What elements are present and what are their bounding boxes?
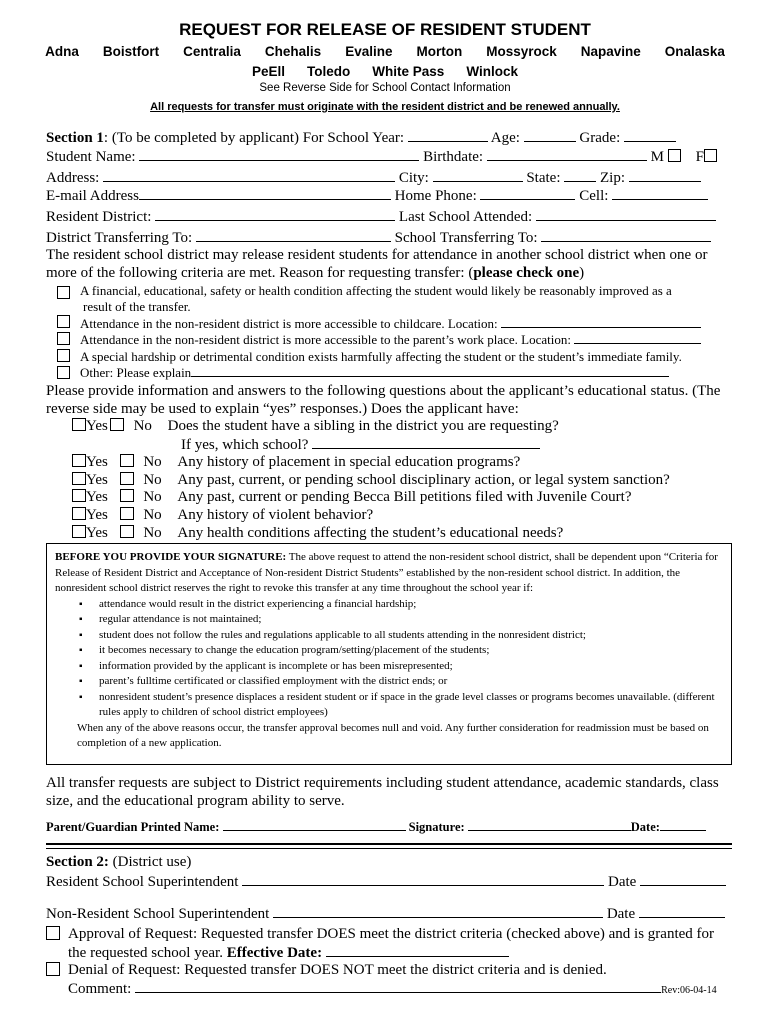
yes-label: Yes bbox=[86, 489, 108, 505]
criteria-text-2 bbox=[46, 264, 584, 282]
reverse-side-note: See Reverse Side for School Contact Information bbox=[259, 82, 511, 94]
requirements-text-2: size, and the educational program ability to serve. bbox=[46, 793, 345, 809]
approval-checkbox[interactable] bbox=[46, 926, 60, 940]
district-name: Toledo bbox=[307, 64, 351, 79]
no-label: No bbox=[143, 507, 162, 523]
notice-bullet: ▪ parent’s fulltime certificated or classified employment with the district ends; or bbox=[55, 674, 723, 690]
no-label: No bbox=[133, 418, 152, 434]
requirements-text-1: All transfer requests are subject to District requirements including student attendance, academic standards, class bbox=[46, 775, 719, 791]
transferring-line bbox=[46, 228, 711, 247]
resident-super-label: Resident School Superintendent bbox=[46, 874, 239, 890]
section1-heading-rest: : (To be completed by applicant) For School Year: bbox=[103, 130, 405, 146]
notice-bullet: ▪ student does not follow the rules and regulations applicable to all students attending in the nonresident district; bbox=[55, 628, 723, 644]
yes-label: Yes bbox=[86, 472, 108, 488]
reason-financial-text-cont: result of the transfer. bbox=[83, 299, 191, 314]
grade-label: Grade: bbox=[579, 130, 621, 146]
reason-other-line bbox=[80, 364, 669, 382]
printed-name-label: Parent/Guardian Printed Name: bbox=[46, 820, 220, 834]
district-name: Winlock bbox=[466, 64, 518, 79]
school-year-field[interactable] bbox=[408, 128, 488, 142]
home-phone-label: Home Phone: bbox=[394, 188, 477, 204]
sibling-no-checkbox[interactable] bbox=[110, 418, 124, 431]
age-field[interactable] bbox=[524, 128, 576, 142]
school-transferring-label: School Transferring To: bbox=[394, 230, 538, 246]
address-line bbox=[46, 168, 701, 187]
section2-heading: Section 2: bbox=[46, 854, 109, 870]
question-row-health bbox=[72, 524, 563, 542]
resident-super-field[interactable] bbox=[242, 872, 604, 886]
form-title: REQUEST FOR RELEASE OF RESIDENT STUDENT bbox=[179, 20, 591, 39]
question-special-ed-text: Any history of placement in special education programs? bbox=[177, 454, 521, 470]
question-disciplinary-text: Any past, current, or pending school disciplinary action, or legal system sanction? bbox=[177, 472, 670, 488]
sibling-yes-checkbox[interactable] bbox=[72, 418, 86, 431]
reason-checkbox-childcare[interactable] bbox=[57, 315, 70, 328]
question-violent-text: Any history of violent behavior? bbox=[177, 507, 374, 523]
zip-field[interactable] bbox=[629, 168, 701, 182]
notice-bullet: ▪ it becomes necessary to change the education program/setting/placement of the students; bbox=[55, 643, 723, 659]
district-name: PeEll bbox=[252, 64, 286, 79]
yes-label: Yes bbox=[86, 454, 108, 470]
health-no-checkbox[interactable] bbox=[120, 525, 134, 538]
district-name: White Pass bbox=[372, 64, 445, 79]
signature-label: Signature: bbox=[408, 820, 465, 834]
question-which-school-line bbox=[181, 435, 540, 454]
special-ed-no-checkbox[interactable] bbox=[120, 454, 134, 467]
effective-date-field[interactable] bbox=[326, 943, 509, 957]
question-health-text: Any health conditions affecting the student’s educational needs? bbox=[177, 525, 564, 541]
comment-line bbox=[68, 979, 717, 1000]
childcare-location-field[interactable] bbox=[501, 316, 701, 328]
district-transferring-label: District Transferring To: bbox=[46, 230, 193, 246]
notice-intro bbox=[55, 550, 723, 597]
reason-childcare-text: Attendance in the non-resident district is more accessible to childcare. Location: bbox=[80, 316, 498, 331]
special-ed-yes-checkbox[interactable] bbox=[72, 454, 86, 467]
female-label: F bbox=[695, 149, 705, 165]
no-label: No bbox=[143, 489, 162, 505]
last-school-label: Last School Attended: bbox=[398, 209, 533, 225]
district-name: Evaline bbox=[345, 44, 393, 59]
female-checkbox[interactable] bbox=[704, 149, 717, 162]
effective-date-label: Effective Date: bbox=[226, 945, 323, 961]
district-name: Adna bbox=[45, 44, 79, 59]
cell-label: Cell: bbox=[579, 188, 609, 204]
reason-checkbox-other[interactable] bbox=[57, 366, 70, 379]
contact-line bbox=[46, 186, 708, 205]
health-yes-checkbox[interactable] bbox=[72, 525, 86, 538]
comment-field[interactable] bbox=[135, 979, 661, 993]
state-label: State: bbox=[526, 170, 561, 186]
becca-bill-yes-checkbox[interactable] bbox=[72, 489, 86, 502]
grade-field[interactable] bbox=[624, 128, 676, 142]
address-field[interactable] bbox=[103, 168, 395, 182]
no-label: No bbox=[143, 525, 162, 541]
city-field[interactable] bbox=[433, 168, 523, 182]
male-checkbox[interactable] bbox=[668, 149, 681, 162]
resident-super-line bbox=[46, 872, 726, 891]
printed-name-field[interactable] bbox=[223, 819, 406, 831]
question-row-violent bbox=[72, 506, 373, 524]
becca-bill-no-checkbox[interactable] bbox=[120, 489, 134, 502]
which-school-field[interactable] bbox=[312, 435, 540, 449]
denial-text: Denial of Request: Requested transfer DOES NOT meet the district criteria and is denied. bbox=[68, 962, 607, 978]
question-row-special-ed bbox=[72, 453, 520, 471]
no-label: No bbox=[143, 454, 162, 470]
reason-workplace-line bbox=[80, 331, 701, 349]
other-explain-field[interactable] bbox=[191, 365, 669, 377]
notice-bullet: ▪ information provided by the applicant is incomplete or has been misrepresented; bbox=[55, 659, 723, 675]
district-name: Chehalis bbox=[264, 44, 322, 59]
yes-label: Yes bbox=[86, 525, 108, 541]
birthdate-label: Birthdate: bbox=[423, 149, 484, 165]
home-phone-field[interactable] bbox=[480, 186, 575, 200]
approval-text-1: Approval of Request: Requested transfer DOES meet the district criteria (checked above) and is granted for bbox=[68, 926, 715, 942]
notice-bullet: ▪ nonresident student’s presence displaces a resident student or if space in the grade level classes or programs becomes unavailable. (different rules apply to children of school district employees) bbox=[55, 690, 723, 721]
date-label: Date bbox=[607, 874, 637, 890]
district-name: Morton bbox=[416, 44, 463, 59]
info-text-1: Please provide information and answers to the following questions about the applicant’s educational status. (The bbox=[46, 383, 721, 399]
question-row-becca-bill bbox=[72, 488, 632, 506]
student-name-field[interactable] bbox=[139, 147, 419, 161]
reason-financial-text: A financial, educational, safety or health condition affecting the student would likely be reasonably improved as a bbox=[80, 283, 672, 298]
reason-workplace-text: Attendance in the non-resident district is more accessible to the parent’s work place. Location: bbox=[80, 332, 571, 347]
city-label: City: bbox=[398, 170, 429, 186]
notice-closing: When any of the above reasons occur, the transfer approval becomes null and void. Any further consideration for readmission must be based on completion of a new application. bbox=[77, 721, 709, 749]
state-field[interactable] bbox=[564, 168, 596, 182]
birthdate-field[interactable] bbox=[487, 147, 647, 161]
violent-yes-checkbox[interactable] bbox=[72, 507, 86, 520]
section2-heading-rest: (District use) bbox=[108, 854, 192, 870]
yes-label: Yes bbox=[86, 418, 108, 434]
question-row-disciplinary bbox=[72, 471, 670, 489]
signature-date-field[interactable] bbox=[660, 819, 706, 831]
approval-text-2: the requested school year. bbox=[68, 945, 223, 961]
district-name: Centralia bbox=[183, 44, 241, 59]
revision-label: Rev:06-04-14 bbox=[661, 985, 717, 996]
signature-notice-box bbox=[46, 543, 732, 765]
reason-checkbox-workplace[interactable] bbox=[57, 332, 70, 345]
date-label: Date bbox=[606, 906, 636, 922]
notice-lead: BEFORE YOU PROVIDE YOUR SIGNATURE: bbox=[55, 551, 287, 563]
male-label: M bbox=[650, 149, 664, 165]
nonresident-super-date-field[interactable] bbox=[639, 904, 725, 918]
yes-label: Yes bbox=[86, 507, 108, 523]
resident-district-field[interactable] bbox=[155, 207, 395, 221]
signature-field[interactable] bbox=[468, 819, 631, 831]
comment-label: Comment: bbox=[68, 981, 132, 997]
reason-checkbox-financial[interactable] bbox=[57, 286, 70, 299]
criteria-text-2a: more of the following criteria are met. Reason for requesting transfer: ( bbox=[46, 265, 474, 281]
email-field[interactable] bbox=[139, 186, 391, 200]
cell-field[interactable] bbox=[612, 186, 708, 200]
nonresident-super-line bbox=[46, 904, 725, 923]
district-name: Boistfort bbox=[102, 44, 160, 59]
transfer-requirement-note: All requests for transfer must originate with the resident district and be renewed annually. bbox=[150, 101, 620, 113]
district-name: Onalaska bbox=[664, 44, 725, 59]
age-label: Age: bbox=[490, 130, 520, 146]
reason-other-text: Other: Please explain bbox=[80, 365, 192, 380]
question-becca-bill-text: Any past, current or pending Becca Bill petitions filed with Juvenile Court? bbox=[177, 489, 632, 505]
no-label: No bbox=[143, 472, 162, 488]
info-text-2: reverse side may be used to explain “yes” responses.) Does the applicant have: bbox=[46, 401, 519, 417]
notice-intro-text: The above request to attend the non-resident school district, shall be dependent upon “Criteria for Release of Resident District and Acceptance of Non-resident District Students” established by the non-resident school district. In addition, the nonresident school district reserves the right to revoke this transfer at any time throughout the school year if: bbox=[55, 551, 718, 594]
violent-no-checkbox[interactable] bbox=[120, 507, 134, 520]
section1-school-year-line bbox=[46, 128, 676, 147]
disciplinary-no-checkbox[interactable] bbox=[120, 472, 134, 485]
date-label: Date: bbox=[630, 820, 660, 834]
workplace-location-field[interactable] bbox=[574, 332, 701, 344]
reason-hardship-text: A special hardship or detrimental condition exists harmfully affecting the student or the student’s immediate family. bbox=[80, 349, 682, 364]
reason-checkbox-hardship[interactable] bbox=[57, 349, 70, 362]
address-label: Address: bbox=[46, 170, 100, 186]
notice-bullet: ▪ attendance would result in the district experiencing a financial hardship; bbox=[55, 597, 723, 613]
notice-bullet: ▪ regular attendance is not maintained; bbox=[55, 612, 723, 628]
please-check-one: please check one bbox=[473, 265, 580, 281]
section2-heading-line bbox=[46, 853, 191, 871]
denial-checkbox[interactable] bbox=[46, 962, 60, 976]
disciplinary-yes-checkbox[interactable] bbox=[72, 472, 86, 485]
nonresident-super-label: Non-Resident School Superintendent bbox=[46, 906, 270, 922]
district-name: Napavine bbox=[580, 44, 641, 59]
resident-super-date-field[interactable] bbox=[640, 872, 726, 886]
section1-heading: Section 1 bbox=[46, 130, 104, 146]
last-school-field[interactable] bbox=[536, 207, 716, 221]
district-list-row2 bbox=[0, 64, 770, 79]
district-list-row1 bbox=[0, 44, 770, 59]
criteria-text-1: The resident school district may release resident students for attendance in another school district when one or bbox=[46, 247, 708, 263]
divider bbox=[46, 843, 732, 845]
criteria-text-2c: ) bbox=[579, 265, 585, 281]
question-which-school-text: If yes, which school? bbox=[181, 437, 309, 453]
district-name: Mossyrock bbox=[486, 44, 557, 59]
approval-line-2 bbox=[68, 943, 509, 962]
school-transferring-field[interactable] bbox=[541, 228, 711, 242]
resident-district-label: Resident District: bbox=[46, 209, 152, 225]
student-name-line bbox=[46, 147, 717, 166]
question-row-sibling bbox=[72, 417, 559, 435]
question-sibling-text: Does the student have a sibling in the district you are requesting? bbox=[167, 418, 559, 434]
student-name-label: Student Name: bbox=[46, 149, 136, 165]
divider bbox=[46, 848, 732, 849]
signature-line bbox=[46, 818, 706, 836]
district-transferring-field[interactable] bbox=[196, 228, 391, 242]
email-label: E-mail Address bbox=[46, 188, 139, 204]
zip-label: Zip: bbox=[600, 170, 626, 186]
nonresident-super-field[interactable] bbox=[273, 904, 603, 918]
resident-district-line bbox=[46, 207, 716, 226]
